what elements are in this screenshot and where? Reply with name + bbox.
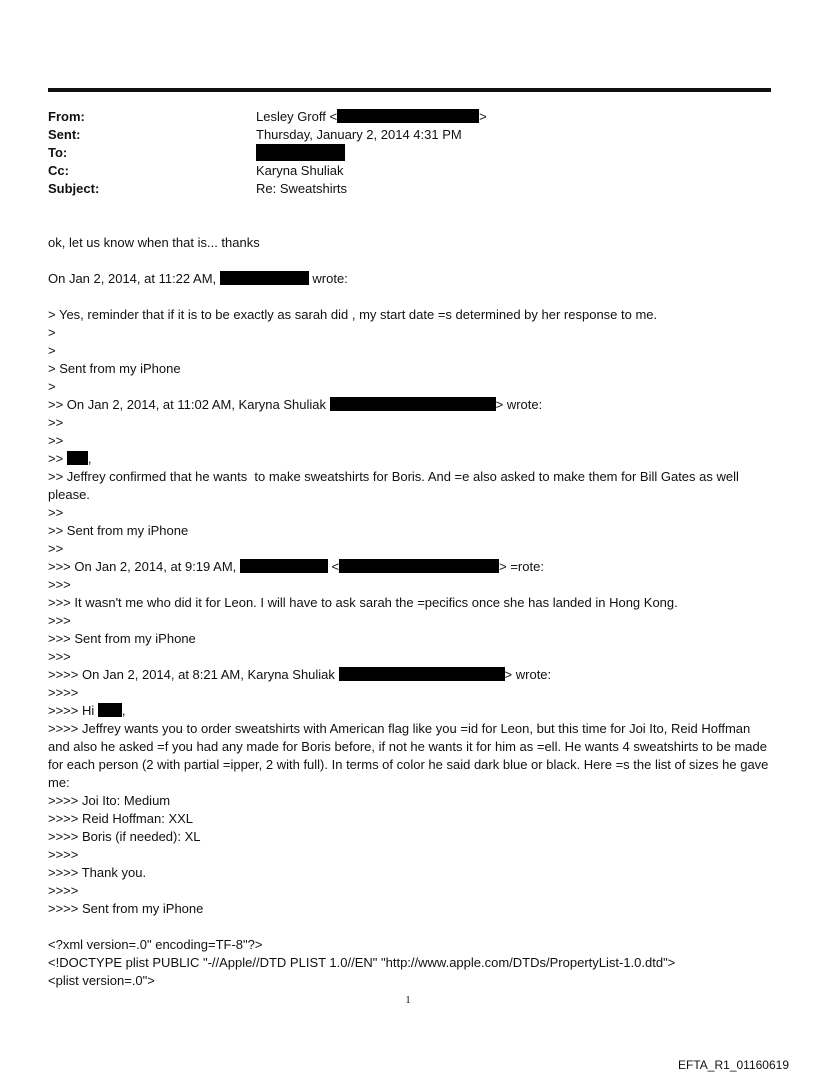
- body-line: <plist version=.0">: [48, 973, 155, 988]
- bates-number: EFTA_R1_01160619: [678, 1058, 789, 1072]
- redaction-box: [330, 397, 496, 411]
- cc-label: Cc:: [48, 163, 69, 178]
- body-line: >>>: [48, 649, 71, 664]
- redaction-box: [240, 559, 328, 573]
- body-line: >>> Sent from my iPhone: [48, 631, 196, 646]
- body-line: >> Jeffrey confirmed that he wants to make sweatshirts for Boris. And =e also asked to make them for Bill Gates as well please.: [48, 469, 743, 502]
- from-name: Lesley Groff <: [256, 109, 338, 124]
- subject-row: [48, 180, 768, 198]
- page-number: 1: [405, 994, 411, 1006]
- body-line: <!DOCTYPE plist PUBLIC "-//Apple//DTD PLIST 1.0//EN" "http://www.apple.com/DTDs/PropertyList-1.0.dtd">: [48, 955, 676, 970]
- body-line: >: [48, 325, 56, 340]
- body-line: >> On Jan 2, 2014, at 11:02 AM, Karyna Shuliak > wrote:: [48, 397, 543, 412]
- body-line: >>: [48, 415, 64, 430]
- body-line: >>>> Thank you.: [48, 865, 147, 880]
- email-header: [48, 108, 768, 198]
- to-label: To:: [48, 145, 68, 160]
- body-line: >>>> Hi ,: [48, 703, 126, 718]
- header-rule: [48, 88, 771, 92]
- body-line: >>>: [48, 613, 71, 628]
- body-line: >>>> Sent from my iPhone: [48, 901, 204, 916]
- body-line: >> ,: [48, 451, 92, 466]
- body-line: >>: [48, 505, 64, 520]
- from-close: >: [479, 109, 487, 124]
- body-line: >>>> Joi Ito: Medium: [48, 793, 171, 808]
- body-line: >>>>: [48, 883, 79, 898]
- sent-label: Sent:: [48, 127, 81, 142]
- sent-value: Thursday, January 2, 2014 4:31 PM: [256, 127, 462, 142]
- redaction-box: [337, 109, 479, 123]
- body-line: >>: [48, 433, 64, 448]
- cc-row: [48, 162, 768, 180]
- body-line: > Yes, reminder that if it is to be exactly as sarah did , my start date =s determined by her response to me.: [48, 307, 658, 322]
- sent-row: [48, 126, 768, 144]
- body-line: >>>> Reid Hoffman: XXL: [48, 811, 194, 826]
- redaction-box: [339, 559, 499, 573]
- from-row: [48, 108, 768, 126]
- body-line: >: [48, 343, 56, 358]
- body-line: >: [48, 379, 56, 394]
- body-line: >> Sent from my iPhone: [48, 523, 189, 538]
- redaction-box: [98, 703, 122, 717]
- redaction-box: [220, 271, 309, 285]
- from-label: From:: [48, 109, 85, 124]
- body-line: On Jan 2, 2014, at 11:22 AM, wrote:: [48, 271, 348, 286]
- email-body: [48, 234, 772, 990]
- redaction-box: [339, 667, 505, 681]
- body-line: >>>: [48, 577, 71, 592]
- body-line: <?xml version=.0" encoding=TF-8"?>: [48, 937, 263, 952]
- to-row: [48, 144, 768, 162]
- body-line: >>>>: [48, 685, 79, 700]
- subject-value: Re: Sweatshirts: [256, 181, 348, 196]
- body-line: >>: [48, 541, 64, 556]
- body-line: >>> It wasn't me who did it for Leon. I will have to ask sarah the =pecifics once she has landed in Hong Kong.: [48, 595, 678, 610]
- body-line: >>>> Boris (if needed): XL: [48, 829, 201, 844]
- cc-value: Karyna Shuliak: [256, 163, 344, 178]
- subject-label: Subject:: [48, 181, 100, 196]
- body-line: >>> On Jan 2, 2014, at 9:19 AM, < > =rote:: [48, 559, 544, 574]
- body-line: >>>> Jeffrey wants you to order sweatshirts with American flag like you =id for Leon, but this time for Joi Ito, Reid Hoffman and also he asked =f you had any made for Boris before, if not he wants it for him as =ell. He wants 4 sweatshirts to be made for each person (2 with partial =ipper, 2 with full). In terms of color he said dark blue or black. Here =s the list of sizes he gave me:: [48, 721, 773, 790]
- body-line: ok, let us know when that is... thanks: [48, 235, 260, 250]
- body-line: >>>> On Jan 2, 2014, at 8:21 AM, Karyna Shuliak > wrote:: [48, 667, 552, 682]
- redaction-box: [256, 144, 345, 161]
- redaction-box: [67, 451, 88, 465]
- body-line: >>>>: [48, 847, 79, 862]
- body-line: > Sent from my iPhone: [48, 361, 181, 376]
